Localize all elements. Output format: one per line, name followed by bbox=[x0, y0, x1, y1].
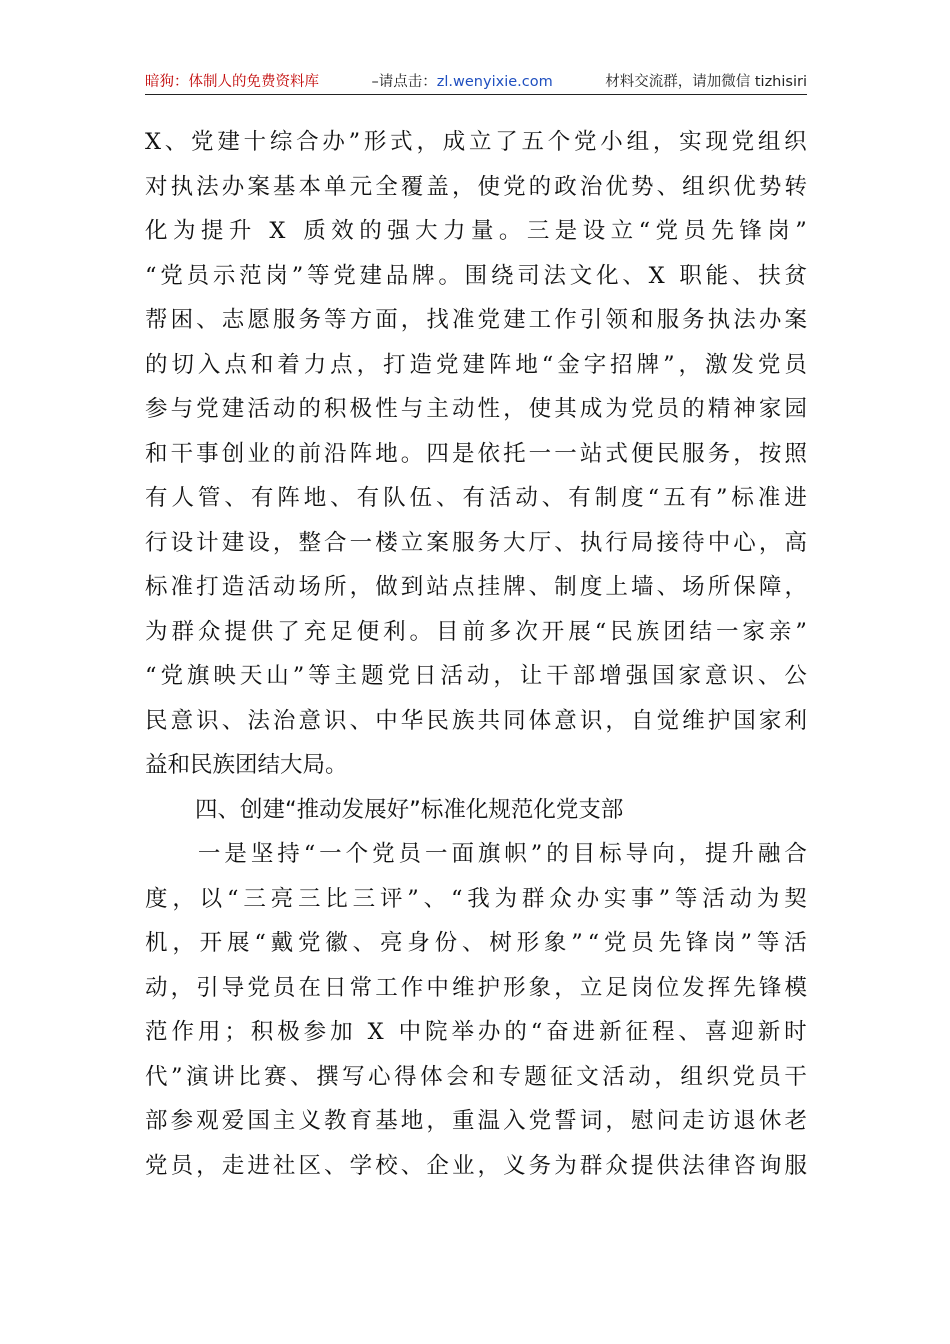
text-line: 党 员 ， 走 进 社 区 、 学 校 、 企 业 ， 义 务 为 群 众 提 供 法 律 咨 询 服 bbox=[145, 1152, 807, 1179]
text-line: “ 党 旗 映 天 山 ” 等 主 题 党 日 活 动 ， 让 干 部 增 强 国 家 意 识 、 公 bbox=[145, 663, 807, 689]
text-line: 益和民族团结大局。 bbox=[145, 752, 348, 778]
header-link[interactable]: zl.wenyixie.com bbox=[436, 73, 553, 90]
text-line: 度 ， 以 “ 三 亮 三 比 三 评 ” 、 “ 我 为 群 众 办 实 事 ” 等 活 动 为 契 bbox=[145, 885, 807, 912]
text-line: “ 党 员 示 范 岗 ” 等 党 建 品 牌 。 围 绕 司 法 文 化 、 X 职 能 、 扶 贫 bbox=[145, 262, 807, 289]
text-line: 参 与 党 建 活 动 的 积 极 性 与 主 动 性 ， 使 其 成 为 党 员 的 精 神 家 园 bbox=[145, 396, 807, 422]
paragraph-2 bbox=[145, 832, 807, 1188]
text-line: 为 群 众 提 供 了 充 足 便 利 。 目 前 多 次 开 展 “ 民 族 团 结 一 家 亲 ” bbox=[145, 618, 807, 645]
text-line: 动 ， 引 导 党 员 在 日 常 工 作 中 维 护 形 象 ， 立 足 岗 位 发 挥 先 锋 模 bbox=[145, 974, 807, 1001]
text-line: 代 ” 演 讲 比 赛 、 撰 写 心 得 体 会 和 专 题 征 文 活 动 ， 组 织 党 员 干 bbox=[145, 1063, 807, 1090]
header-prompt: –请点击： bbox=[371, 73, 437, 90]
text-line: 一 是 坚 持 “ 一 个 党 员 一 面 旗 帜 ” 的 目 标 导 向 ， 提 升 融 合 bbox=[197, 841, 807, 867]
text-line: 民 意 识 、 法 治 意 识 、 中 华 民 族 共 同 体 意 识 ， 自 觉 维 护 国 家 利 bbox=[145, 707, 807, 734]
text-line: 有 人 管 、 有 阵 地 、 有 队 伍 、 有 活 动 、 有 制 度 “ 五 有 ” 标 准 进 bbox=[145, 485, 807, 511]
text-line: 和 干 事 创 业 的 前 沿 阵 地 。 四 是 依 托 一 一 站 式 便 民 服 务 ， 按 照 bbox=[145, 440, 807, 467]
document-body bbox=[145, 120, 807, 1188]
paragraph-1 bbox=[145, 120, 807, 788]
page-header bbox=[145, 66, 807, 95]
text-line: 的 切 入 点 和 着 力 点 ， 打 造 党 建 阵 地 “ 金 字 招 牌 ” ， 激 发 党 员 bbox=[145, 351, 807, 378]
text-line: 帮 困 、 志 愿 服 务 等 方 面 ， 找 准 党 建 工 作 引 领 和 服 务 执 法 办 案 bbox=[145, 307, 807, 333]
text-line: 机 ， 开 展 “ 戴 党 徽 、 亮 身 份 、 树 形 象 ” “ 党 员 先 锋 岗 ” 等 活 bbox=[145, 930, 807, 956]
header-site-name: 暗狗：体制人的免费资料库 bbox=[145, 73, 319, 90]
text-line: 标 准 打 造 活 动 场 所 ， 做 到 站 点 挂 牌 、 制 度 上 墙 、 场 所 保 障 ， bbox=[145, 574, 807, 600]
text-line: X 、 党 建 十 综 合 办 ” 形 式 ， 成 立 了 五 个 党 小 组 ， 实 现 党 组 织 bbox=[145, 129, 807, 155]
text-line: 部 参 观 爱 国 主 义 教 育 基 地 ， 重 温 入 党 誓 词 ， 慰 问 走 访 退 休 老 bbox=[145, 1108, 807, 1134]
header-wechat-note: 材料交流群，请加微信 tizhisiri bbox=[605, 73, 807, 90]
text-line: 对 执 法 办 案 基 本 单 元 全 覆 盖 ， 使 党 的 政 治 优 势 、 组 织 优 势 转 bbox=[145, 173, 807, 200]
text-line: 行 设 计 建 设 ， 整 合 一 楼 立 案 服 务 大 厅 、 执 行 局 接 待 中 心 ， 高 bbox=[145, 529, 807, 556]
section-heading: 四、创建“推动发展好”标准化规范化党支部 bbox=[195, 796, 624, 823]
text-line: 化 为 提 升 X 质 效 的 强 大 力 量 。 三 是 设 立 “ 党 员 先 锋 岗 ” bbox=[145, 218, 807, 244]
text-line: 范 作 用 ； 积 极 参 加 X 中 院 举 办 的 “ 奋 进 新 征 程 、 喜 迎 新 时 bbox=[145, 1019, 807, 1045]
